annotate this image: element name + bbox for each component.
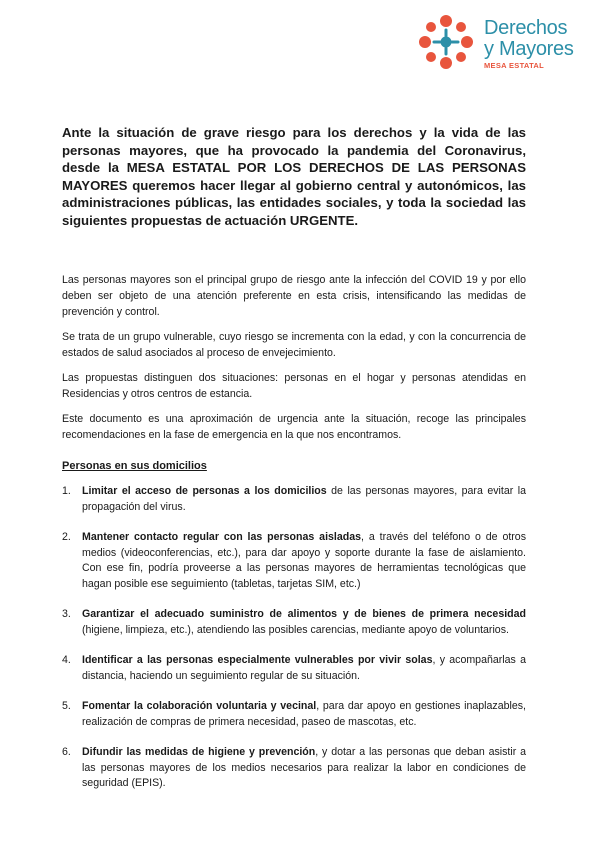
list-item xyxy=(62,653,526,684)
list-item xyxy=(62,745,526,792)
item-text: , y acompañarlas a distancia, haciendo un seguimiento regular de su situación. xyxy=(82,654,526,682)
item-bold-text: Garantizar el adecuado suministro de alimentos y de bienes de primera necesidad xyxy=(82,608,526,620)
item-text: , a través del teléfono o de otros medios (videoconferencias, etc.), para dar apoyo y soporte durante la fase de aislamiento. Con ese fin, podría proveerse a las personas mayores de herramientas tecnológicas que hagan posible ese seguimiento (tabletas, tarjetas SIM, etc.) xyxy=(82,531,526,590)
list-item xyxy=(62,484,526,515)
item-number: 1. xyxy=(62,485,71,497)
item-text: (higiene, limpieza, etc.), atendiendo las posibles carencias, mediante apoyo de voluntarios. xyxy=(82,623,509,636)
organization-logo xyxy=(416,12,596,78)
item-text: , para dar apoyo en gestiones inaplazables, realización de compras de primera necesidad, paseo de mascotas, etc. xyxy=(82,700,526,728)
paragraph: Este documento es una aproximación de urgencia ante la situación, recoge las principales recomendaciones en la fase de emergencia en la que nos encontramos. xyxy=(62,413,526,441)
proposals-list xyxy=(62,484,526,807)
logo-subtitle: MESA ESTATAL xyxy=(484,61,544,70)
item-bold-text: Mantener contacto regular con las personas aisladas xyxy=(82,531,361,543)
list-item xyxy=(62,699,526,730)
intro-statement: Ante la situación de grave riesgo para los derechos y la vida de las personas mayores, que ha provocado la pandemia del Coronavirus, desde la MESA ESTATAL POR LOS DERECHOS DE LAS PERSONAS MAYORES queremos hacer llegar al gobierno central y autonómicos, las administraciones públicas, las entidades sociales, y toda la sociedad las siguientes propuestas de actuación URGENTE. xyxy=(62,125,526,228)
paragraph: Las personas mayores son el principal grupo de riesgo ante la infección del COVID 19 y por ello deben ser objeto de una atención preferente en esta crisis, intensificando las medidas de prevención y control. xyxy=(62,274,526,318)
item-text: de las personas mayores, para evitar la propagación del virus. xyxy=(82,485,526,513)
paragraph: Se trata de un grupo vulnerable, cuyo riesgo se incrementa con la edad, y con la concurrencia de estados de salud asociados al proceso de envejecimiento. xyxy=(62,331,526,359)
paragraph: Las propuestas distinguen dos situaciones: personas en el hogar y personas atendidas en Residencias y otros centros de estancia. xyxy=(62,372,526,400)
item-number: 5. xyxy=(62,700,71,712)
list-item xyxy=(62,530,526,592)
people-circle-logo-icon xyxy=(416,12,476,72)
list-item xyxy=(62,607,526,638)
item-text: , y dotar a las personas que deban asistir a las personas mayores de los medios necesarios para realizar la labor en condiciones de seguridad (EPIS). xyxy=(82,746,526,789)
item-bold-text: Difundir las medidas de higiene y prevención xyxy=(82,746,316,758)
item-bold-text: Fomentar la colaboración voluntaria y vecinal xyxy=(82,700,317,712)
item-number: 2. xyxy=(62,531,71,543)
section-heading: Personas en sus domicilios xyxy=(62,460,207,472)
logo-title-line2: y Mayores xyxy=(484,38,574,60)
item-bold-text: Identificar a las personas especialmente vulnerables por vivir solas xyxy=(82,654,433,666)
body-paragraphs xyxy=(62,272,526,452)
item-bold-text: Limitar el acceso de personas a los domicilios xyxy=(82,485,327,497)
logo-title-line1: Derechos xyxy=(484,17,568,39)
item-number: 4. xyxy=(62,654,71,666)
item-number: 6. xyxy=(62,746,71,758)
item-number: 3. xyxy=(62,608,71,620)
